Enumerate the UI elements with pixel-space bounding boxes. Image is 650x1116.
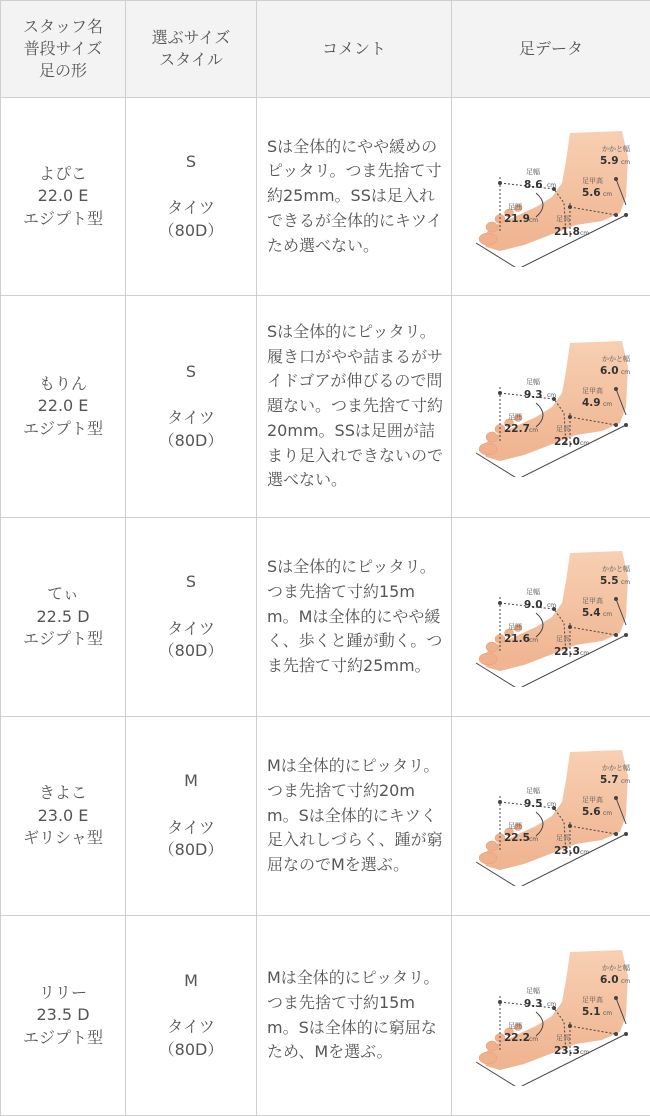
header-row bbox=[1, 1, 650, 98]
width-unit: cm bbox=[547, 602, 557, 609]
header-staff-line: スタッフ名 bbox=[22, 17, 103, 36]
foot-diagram bbox=[466, 547, 636, 687]
instep-value: 5.4 bbox=[582, 607, 601, 619]
girth-value: 21.6 bbox=[504, 633, 530, 645]
header-staff-line: 普段サイズ bbox=[23, 39, 103, 58]
girth-value: 22.2 bbox=[504, 1031, 530, 1044]
usual-size: 22.0 E bbox=[37, 396, 89, 416]
instep-label: 足甲高 bbox=[582, 796, 603, 804]
foot-diagram bbox=[466, 127, 636, 267]
staff-cell bbox=[1, 518, 126, 717]
comment-text: Sは全体的にピッタリ。つま先捨て寸約15mm。Mは全体的にやや緩く、歩くと踵が動く。つま先捨て寸約25mm。 bbox=[267, 557, 443, 676]
heel-label: かかと幅 bbox=[602, 144, 630, 153]
header-size-line: スタイル bbox=[159, 50, 223, 69]
foot-shape: エジプト型 bbox=[22, 629, 103, 649]
size-cell bbox=[126, 717, 257, 916]
size-spacer bbox=[126, 173, 256, 197]
chosen-size: S bbox=[185, 361, 197, 381]
heel-value: 6.0 bbox=[600, 364, 619, 377]
width-value: 9.0 bbox=[524, 599, 543, 611]
heel-label: かかと幅 bbox=[602, 354, 630, 363]
instep-unit: cm bbox=[603, 400, 613, 408]
staff-cell bbox=[1, 916, 126, 1116]
width-value: 9.3 bbox=[524, 997, 543, 1010]
girth-unit: cm bbox=[529, 426, 539, 434]
comment-text: Sは全体的にやや緩めのピッタリ。つま先捨て寸約25mm。SSは足入れできるが全体的にキツイため選べない。 bbox=[267, 136, 443, 255]
girth-label: 足囲 bbox=[508, 412, 522, 421]
chosen-size: S bbox=[185, 572, 197, 592]
style-name: タイツ bbox=[167, 198, 215, 218]
staff-name: リリー bbox=[38, 982, 87, 1002]
girth-unit: cm bbox=[529, 1035, 539, 1043]
length-unit: cm bbox=[580, 229, 590, 237]
instep-value: 5.6 bbox=[582, 186, 601, 199]
staff-cell bbox=[1, 296, 126, 518]
comment-cell bbox=[257, 518, 452, 717]
length-value: 22.3 bbox=[554, 646, 580, 658]
staff-name: よぴこ bbox=[38, 163, 87, 183]
instep-label: 足甲高 bbox=[582, 995, 603, 1004]
comment-cell bbox=[257, 296, 452, 518]
comment-cell bbox=[257, 98, 452, 296]
size-cell bbox=[126, 98, 257, 296]
instep-unit: cm bbox=[603, 611, 613, 618]
comment-cell bbox=[257, 916, 452, 1116]
length-value: 21.8 bbox=[554, 225, 580, 238]
length-label: 足長 bbox=[556, 214, 570, 223]
staff-name: きよこ bbox=[38, 783, 87, 803]
chosen-size: M bbox=[184, 970, 198, 990]
chosen-size: M bbox=[184, 771, 198, 791]
girth-unit: cm bbox=[529, 216, 539, 224]
chosen-size: S bbox=[185, 151, 197, 171]
foot-data-cell bbox=[452, 916, 650, 1116]
style-denier: （80D） bbox=[158, 220, 224, 240]
heel-value: 5.7 bbox=[600, 774, 619, 786]
girth-value: 21.9 bbox=[504, 212, 530, 225]
foot-data-cell bbox=[452, 98, 650, 296]
instep-label: 足甲高 bbox=[582, 176, 603, 185]
width-unit: cm bbox=[547, 801, 557, 808]
girth-unit: cm bbox=[529, 836, 539, 843]
girth-label: 足囲 bbox=[508, 1021, 522, 1030]
style-denier: （80D） bbox=[158, 430, 224, 450]
table-row bbox=[1, 518, 650, 717]
size-spacer bbox=[126, 793, 256, 817]
width-unit: cm bbox=[547, 391, 557, 399]
size-spacer bbox=[126, 992, 256, 1016]
heel-value: 5.9 bbox=[600, 154, 619, 167]
size-cell bbox=[126, 916, 257, 1116]
foot-shape: ギリシャ型 bbox=[23, 828, 103, 848]
foot-data-cell bbox=[452, 518, 650, 717]
style-denier: （80D） bbox=[158, 840, 224, 860]
length-unit: cm bbox=[580, 439, 590, 447]
girth-value: 22.7 bbox=[504, 422, 530, 435]
heel-unit: cm bbox=[621, 579, 631, 586]
foot-diagram bbox=[466, 746, 636, 886]
comment-cell bbox=[257, 717, 452, 916]
style-denier: （80D） bbox=[158, 1039, 224, 1059]
width-unit: cm bbox=[547, 181, 557, 189]
header-comment: コメント bbox=[257, 1, 452, 98]
size-cell bbox=[126, 296, 257, 518]
instep-value: 5.6 bbox=[582, 806, 601, 818]
girth-label: 足囲 bbox=[508, 623, 522, 631]
heel-value: 5.5 bbox=[600, 575, 619, 587]
heel-unit: cm bbox=[621, 368, 631, 376]
instep-value: 5.1 bbox=[582, 1005, 601, 1018]
foot-data-cell bbox=[452, 717, 650, 916]
girth-label: 足囲 bbox=[508, 822, 522, 830]
heel-unit: cm bbox=[621, 778, 631, 785]
length-value: 23.3 bbox=[554, 1044, 580, 1057]
length-value: 23.0 bbox=[554, 845, 580, 857]
width-value: 9.3 bbox=[524, 388, 543, 401]
foot-diagram bbox=[466, 946, 636, 1086]
usual-size: 23.0 E bbox=[37, 805, 89, 825]
width-value: 8.6 bbox=[524, 178, 543, 191]
usual-size: 22.0 E bbox=[37, 186, 89, 206]
style-name: タイツ bbox=[167, 408, 215, 428]
width-label: 足幅 bbox=[526, 588, 540, 596]
staff-cell bbox=[1, 717, 126, 916]
girth-label: 足囲 bbox=[508, 202, 522, 211]
foot-diagram bbox=[466, 337, 636, 477]
header-size-line: 選ぶサイズ bbox=[151, 28, 231, 47]
instep-label: 足甲高 bbox=[582, 386, 603, 395]
comment-text: Sは全体的にピッタリ。履き口がやや詰まるがサイドゴアが伸びるので問題ない。つま先捨て寸約20mm。SSは足囲が詰まり足入れできないので選べない。 bbox=[267, 321, 444, 490]
heel-label: かかと幅 bbox=[602, 764, 630, 772]
length-label: 足長 bbox=[556, 635, 570, 643]
length-label: 足長 bbox=[556, 424, 570, 433]
foot-shape: エジプト型 bbox=[22, 418, 103, 438]
instep-unit: cm bbox=[603, 810, 613, 817]
table-row bbox=[1, 717, 650, 916]
width-label: 足幅 bbox=[526, 167, 540, 176]
header-staff-line: 足の形 bbox=[38, 61, 87, 80]
length-unit: cm bbox=[580, 650, 590, 657]
comment-text: Mは全体的にピッタリ。つま先捨て寸約15mm。Sは全体的に窮屈なため、Mを選ぶ。 bbox=[267, 967, 440, 1062]
width-unit: cm bbox=[547, 1000, 557, 1008]
length-label: 足長 bbox=[556, 834, 570, 842]
instep-unit: cm bbox=[603, 1009, 613, 1017]
usual-size: 23.5 D bbox=[36, 1005, 90, 1025]
size-cell bbox=[126, 518, 257, 717]
length-value: 22.0 bbox=[554, 435, 580, 448]
table-row bbox=[1, 98, 650, 296]
instep-value: 4.9 bbox=[582, 396, 601, 409]
instep-label: 足甲高 bbox=[582, 597, 603, 605]
header-foot-data: 足データ bbox=[452, 1, 650, 98]
style-name: タイツ bbox=[167, 618, 215, 638]
header-size bbox=[126, 1, 257, 98]
length-unit: cm bbox=[580, 849, 590, 856]
size-spacer bbox=[126, 594, 256, 618]
style-denier: （80D） bbox=[158, 641, 224, 661]
girth-value: 22.5 bbox=[504, 832, 530, 844]
heel-label: かかと幅 bbox=[602, 963, 630, 972]
width-label: 足幅 bbox=[526, 787, 540, 795]
table-row bbox=[1, 296, 650, 518]
comment-text: Mは全体的にピッタリ。つま先捨て寸約20mm。Sは全体的にキツく足入れしづらく、踵が窮屈なのでMを選ぶ。 bbox=[267, 756, 443, 875]
width-label: 足幅 bbox=[526, 377, 540, 386]
header-staff bbox=[1, 1, 126, 98]
foot-shape: エジプト型 bbox=[22, 1027, 103, 1047]
length-unit: cm bbox=[580, 1048, 590, 1056]
heel-unit: cm bbox=[621, 158, 631, 166]
heel-value: 6.0 bbox=[600, 973, 619, 986]
staff-name: てぃ bbox=[47, 584, 79, 604]
size-spacer bbox=[126, 383, 256, 407]
style-name: タイツ bbox=[167, 817, 215, 837]
table-row bbox=[1, 916, 650, 1116]
style-name: タイツ bbox=[167, 1017, 215, 1037]
girth-unit: cm bbox=[529, 637, 539, 644]
foot-data-cell bbox=[452, 296, 650, 518]
width-value: 9.5 bbox=[524, 798, 543, 810]
instep-unit: cm bbox=[603, 190, 613, 198]
heel-unit: cm bbox=[621, 977, 631, 985]
usual-size: 22.5 D bbox=[36, 606, 90, 626]
length-label: 足長 bbox=[556, 1033, 570, 1042]
staff-name: もりん bbox=[38, 373, 87, 393]
foot-shape: エジプト型 bbox=[22, 208, 103, 228]
width-label: 足幅 bbox=[526, 986, 540, 995]
staff-cell bbox=[1, 98, 126, 296]
heel-label: かかと幅 bbox=[602, 565, 630, 573]
